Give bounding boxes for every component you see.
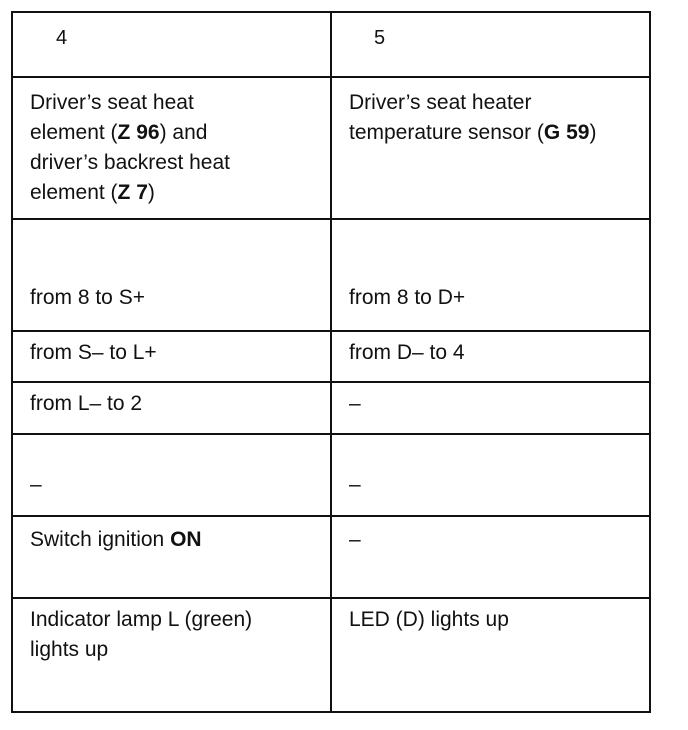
component-cell-right: [331, 77, 650, 219]
column-5-header: [331, 12, 650, 77]
switch-ignition-instruction: Switch ignition ON: [30, 528, 202, 551]
table-cell: from 8 to S+: [12, 219, 331, 331]
led-result: LED (D) lights up: [349, 608, 509, 631]
text-line: element (Z 7): [30, 181, 155, 204]
text-line: element (Z 96) and: [30, 121, 208, 144]
component-code-z96: Z 96: [117, 121, 160, 144]
table-row: [12, 598, 650, 712]
table-cell: –: [331, 434, 650, 516]
component-cell-left: [12, 77, 331, 219]
column-number-row: [12, 12, 650, 77]
column-5-number: 5: [374, 27, 386, 49]
table-cell: from L– to 2: [12, 382, 331, 434]
text-line: Driver’s seat heater: [349, 91, 532, 114]
table-cell: [331, 598, 650, 712]
table-cell: from 8 to D+: [331, 219, 650, 331]
table-cell: –: [12, 434, 331, 516]
table-row: [12, 219, 650, 331]
test-procedure-table: [11, 11, 651, 713]
text-line: driver’s backrest heat: [30, 151, 230, 174]
seat-heat-element-label: [13, 78, 330, 208]
component-code-z7: Z 7: [117, 181, 148, 204]
column-4-number: 4: [56, 27, 68, 49]
table-cell: [12, 598, 331, 712]
table-cell: –: [331, 382, 650, 434]
component-row: [12, 77, 650, 219]
column-4-header: [12, 12, 331, 77]
table-row: [12, 434, 650, 516]
temperature-sensor-label: [332, 78, 649, 148]
table-cell: from D– to 4: [331, 331, 650, 382]
table-cell: [12, 516, 331, 598]
text-line: temperature sensor (G 59): [349, 121, 597, 144]
indicator-lamp-result: Indicator lamp L (green) lights up: [30, 608, 253, 661]
text-line: Driver’s seat heat: [30, 91, 194, 114]
table-row: [12, 516, 650, 598]
table-row: [12, 331, 650, 382]
table-row: [12, 382, 650, 434]
table-cell: from S– to L+: [12, 331, 331, 382]
table-cell: –: [331, 516, 650, 598]
component-code-g59: G 59: [543, 121, 590, 144]
